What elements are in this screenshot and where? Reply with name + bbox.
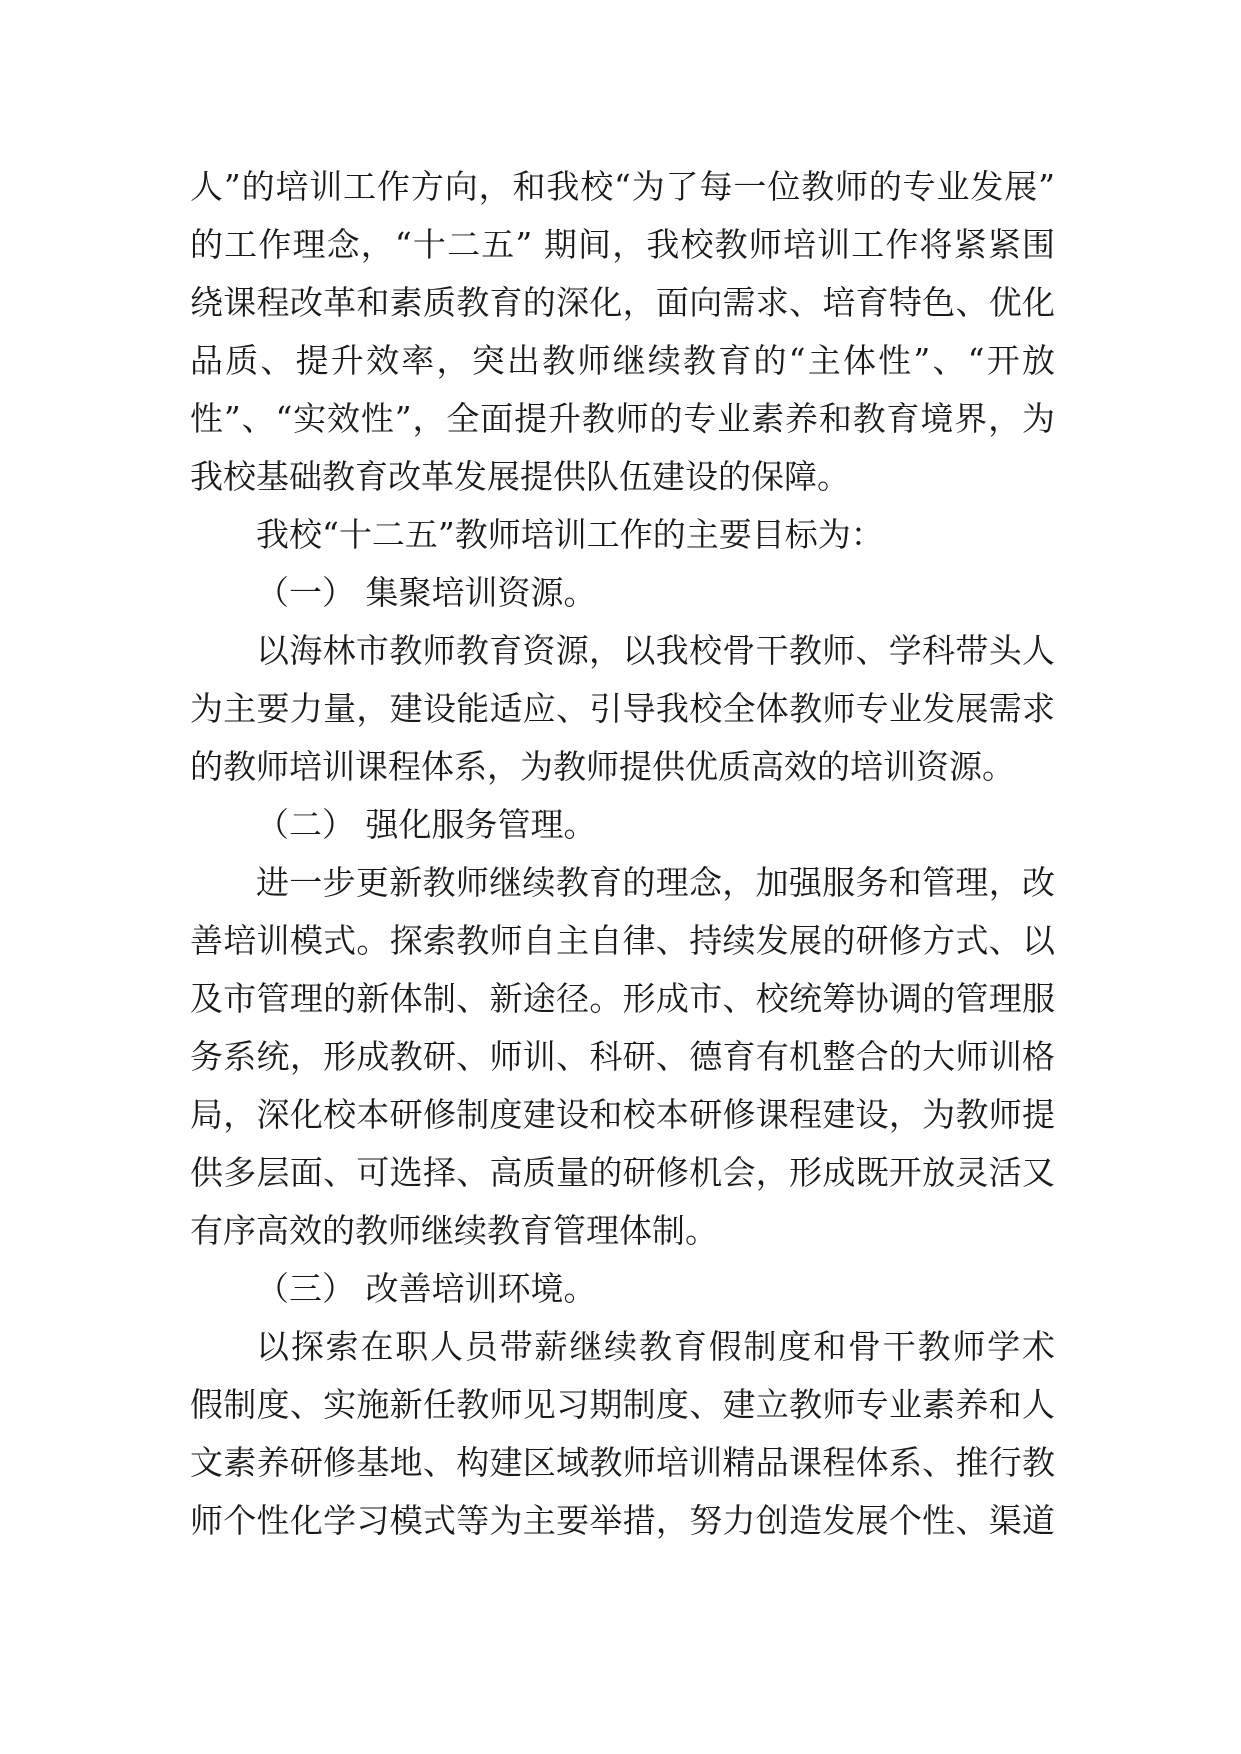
text-line: 局，深化校本研修制度建设和校本研修课程建设，为教师提 xyxy=(190,1095,1055,1134)
section-heading: （二） 强化服务管理。 xyxy=(256,805,597,844)
text-line: 供多层面、可选择、高质量的研修机会，形成既开放灵活又 xyxy=(190,1153,1055,1192)
text-line: 性”、“实效性”，全面提升教师的专业素养和教育境界，为 xyxy=(190,399,1055,438)
paragraph-first-line: 进一步更新教师继续教育的理念，加强服务和管理，改 xyxy=(256,863,1055,902)
paragraph-first-line: 以探索在职人员带薪继续教育假制度和骨干教师学术 xyxy=(256,1327,1055,1366)
text-line: 文素养研修基地、构建区域教师培训精品课程体系、推行教 xyxy=(190,1443,1055,1482)
paragraph-first-line: 我校“十二五”教师培训工作的主要目标为： xyxy=(256,515,884,554)
text-line: 师个性化学习模式等为主要举措，努力创造发展个性、渠道 xyxy=(190,1501,1055,1540)
text-line: 为主要力量，建设能适应、引导我校全体教师专业发展需求 xyxy=(190,689,1055,728)
text-line: 及市管理的新体制、新途径。形成市、校统筹协调的管理服 xyxy=(190,979,1055,1018)
text-line: 我校基础教育改革发展提供队伍建设的保障。 xyxy=(190,457,850,496)
section-heading: （三） 改善培训环境。 xyxy=(256,1269,597,1308)
text-line: 品质、提升效率，突出教师继续教育的“主体性”、“开放 xyxy=(190,341,1055,380)
section-heading: （一） 集聚培训资源。 xyxy=(256,573,597,612)
text-line: 的工作理念，“十二五” 期间，我校教师培训工作将紧紧围 xyxy=(190,225,1055,264)
text-line: 绕课程改革和素质教育的深化，面向需求、培育特色、优化 xyxy=(190,283,1055,322)
text-line: 有序高效的教师继续教育管理体制。 xyxy=(190,1211,718,1250)
text-line: 的教师培训课程体系，为教师提供优质高效的培训资源。 xyxy=(190,747,1015,786)
text-line: 务系统，形成教研、师训、科研、德育有机整合的大师训格 xyxy=(190,1037,1055,1076)
document-body xyxy=(190,158,1055,1550)
paragraph-first-line: 以海林市教师教育资源，以我校骨干教师、学科带头人 xyxy=(256,631,1055,670)
text-line: 假制度、实施新任教师见习期制度、建立教师专业素养和人 xyxy=(190,1385,1055,1424)
text-line: 善培训模式。探索教师自主自律、持续发展的研修方式、以 xyxy=(190,921,1055,960)
text-line: 人”的培训工作方向，和我校“为了每一位教师的专业发展” xyxy=(190,167,1055,206)
